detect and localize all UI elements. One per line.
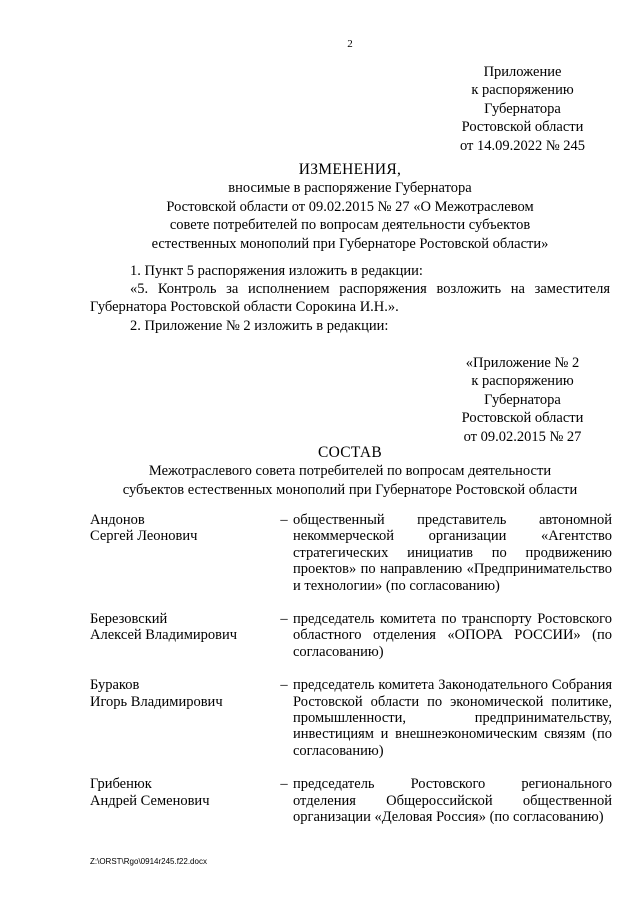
appendix-line: Приложение [483, 64, 562, 80]
member-role: председатель Ростовского регионального отделения Общероссийской общественной организации «Деловая Россия» (по согласованию) [293, 776, 612, 826]
member-entry [90, 611, 612, 660]
member-entry [90, 776, 612, 825]
member-dash: – [280, 611, 288, 628]
paragraph-1: 1. Пункт 5 распоряжения изложить в редакции: [130, 263, 423, 279]
member-dash: – [280, 776, 288, 793]
changes-subtitle-line: совете потребителей по вопросам деятельности субъектов [169, 217, 531, 234]
page-number: 2 [347, 38, 353, 50]
member-name: Березовский Алексей Владимирович [90, 611, 238, 644]
footer-file-path: Z:\ORST\Rgo\0914r245.f22.docx [90, 857, 207, 866]
composition-title [0, 444, 640, 499]
changes-subtitle-line: Ростовской области от 09.02.2015 № 27 «О Межотраслевом [166, 198, 534, 215]
member-dash: – [280, 512, 288, 528]
appendix-line: от 14.09.2022 № 245 [459, 137, 586, 154]
member-name: Андонов Сергей Леонович [90, 512, 198, 545]
appendix-line: «Приложение № 2 [465, 355, 580, 371]
member-name: Грибенюк Андрей Семенович [90, 776, 210, 809]
member-name: Бураков Игорь Владимирович [90, 677, 223, 710]
changes-title [0, 161, 640, 253]
appendix-2-header [430, 354, 615, 446]
appendix-line: Губернатора [484, 100, 561, 117]
appendix-header [430, 63, 615, 155]
appendix-line: Ростовской области [461, 410, 584, 427]
appendix-line: к распоряжению [471, 373, 574, 390]
member-entry [90, 677, 612, 759]
appendix-line: Ростовской области [461, 119, 584, 136]
composition-subtitle-line: субъектов естественных монополий при Губернаторе Ростовской области [122, 481, 578, 498]
changes-subtitle-line: естественных монополий при Губернаторе Ростовской области» [151, 235, 549, 252]
composition-heading: СОСТАВ [317, 444, 383, 461]
member-entry [90, 512, 612, 594]
members-list [90, 512, 612, 843]
changes-subtitle-line: вносимые в распоряжение Губернатора [228, 180, 472, 197]
appendix-line: от 09.02.2015 № 27 [463, 428, 582, 445]
composition-subtitle-line: Межотраслевого совета потребителей по вопросам деятельности [148, 463, 552, 480]
member-role: председатель комитета по транспорту Ростовского областного отделения «ОПОРА РОССИИ» (по согласованию) [293, 611, 612, 660]
appendix-line: к распоряжению [471, 82, 574, 99]
paragraph-2: «5. Контроль за исполнением распоряжения возложить на заместителя Губернатора Ростовской области Сорокина И.Н.». [90, 281, 610, 316]
changes-heading: ИЗМЕНЕНИЯ, [298, 161, 402, 178]
member-dash: – [280, 677, 288, 694]
member-role: общественный представитель автономной некоммерческой организации «Агентство стратегических инициатив по продвижению проектов» по направлению «Предпринимательство и технологии» (по согласованию) [293, 512, 612, 594]
member-role: председатель комитета Законодательного Собрания Ростовской области по экономической политике, промышленности, предпринимательству, инвестициям и внешнеэкономическим связям (по согласованию) [293, 677, 612, 759]
paragraph-3: 2. Приложение № 2 изложить в редакции: [130, 318, 389, 334]
appendix-line: Губернатора [484, 391, 561, 408]
